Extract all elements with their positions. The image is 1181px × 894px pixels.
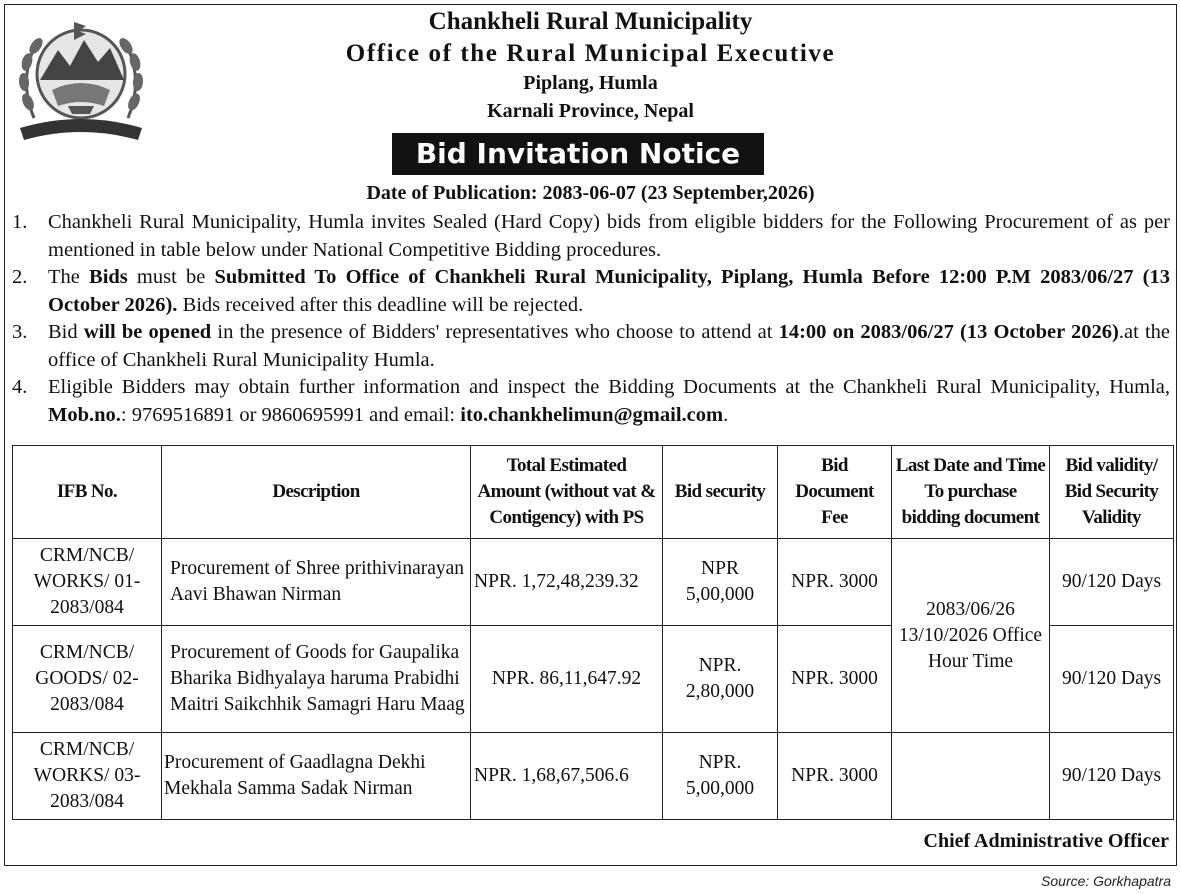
description-cell: Procurement of Goods for Gaupalika Bharika Bidhyalaya haruma Prabidhi Maitri Saikchhik Samagri Haru Maag	[162, 626, 471, 733]
office-name: Office of the Rural Municipal Executive	[345, 40, 836, 67]
column-header: Bid Document Fee	[778, 446, 892, 539]
column-header: IFB No.	[13, 446, 162, 539]
clause-text-part: Bids received after this deadline will be rejected.	[177, 293, 584, 316]
clause-number: 1.	[12, 211, 28, 233]
clause-text	[48, 319, 1170, 374]
clause-text	[48, 264, 1170, 319]
signatory-title: Chief Administrative Officer	[923, 830, 1169, 852]
clause-text-part: .	[723, 403, 729, 426]
table-row	[13, 733, 1174, 820]
clause-text: Chankheli Rural Municipality, Humla invites Sealed (Hard Copy) bids from eligible bidders for the Following Procurement of as per mentioned in table below under National Competitive Bidding procedures.	[48, 211, 1170, 261]
contact-email: ito.chankhelimun@gmail.com	[460, 403, 724, 426]
submission-deadline: Submitted To Office of Chankheli Rural Municipality, Piplang, Humla Before 12:00 P.M 2083/06/27 (13 October 2026).	[48, 266, 1171, 316]
table-row	[13, 539, 1174, 626]
description-cell: Procurement of Shree prithivinarayan Aavi Bhawan Nirman	[162, 539, 471, 626]
clause-text-part: .at the office of Chankheli Rural Municipality Humla.	[48, 321, 1171, 371]
column-header: Description	[162, 446, 471, 539]
bid-validity: 90/120 Days	[1050, 539, 1174, 626]
last-date-empty-cell	[892, 733, 1050, 820]
clause-number: 4.	[12, 376, 28, 398]
document-fee: NPR. 3000	[778, 539, 892, 626]
bid-validity: 90/120 Days	[1050, 733, 1174, 820]
column-header: Last Date and Time To purchase bidding document	[892, 446, 1050, 539]
clause-text-part: : 9769516891 or 9860695991 and email:	[120, 403, 461, 426]
bid-security: NPR 5,00,000	[663, 539, 778, 626]
clause-bold-part: Bids	[89, 266, 128, 288]
publication-date: Date of Publication: 2083-06-07 (23 September,2026)	[366, 182, 815, 204]
notice-title-banner: Bid Invitation Notice	[392, 133, 764, 175]
clause-4	[12, 374, 1170, 429]
notice-clauses	[12, 209, 1170, 429]
table-header-row	[13, 446, 1174, 539]
estimated-amount: NPR. 1,68,67,506.6	[471, 733, 663, 820]
clause-number: 3.	[12, 321, 28, 343]
clause-text	[48, 374, 1170, 429]
source-credit: Source: Gorkhapatra	[1041, 873, 1171, 889]
bid-security: NPR. 2,80,000	[663, 626, 778, 733]
column-header: Bid validity/ Bid Security Validity	[1050, 446, 1174, 539]
clause-text-part: in the presence of Bidders' representatives who choose to attend at	[211, 321, 779, 343]
clause-bold-part: Mob.no.	[48, 403, 121, 426]
ifb-number: CRM/NCB/ WORKS/ 03-2083/084	[13, 733, 162, 820]
clause-text-part: The	[48, 266, 90, 288]
ifb-number: CRM/NCB/ GOODS/ 02-2083/084	[13, 626, 162, 733]
province-country: Karnali Province, Nepal	[487, 100, 694, 122]
clause-2	[12, 264, 1170, 319]
last-date-cell: 2083/06/26 13/10/2026 Office Hour Time	[892, 539, 1050, 733]
clause-text-part: Bid	[48, 321, 84, 343]
document-fee: NPR. 3000	[778, 733, 892, 820]
clause-text-part: Eligible Bidders may obtain further information and inspect the Bidding Documents at the Chankheli Rural Municipality, Humla,	[48, 376, 1170, 398]
column-header: Total Estimated Amount (without vat & Contigency) with PS	[471, 446, 663, 539]
clause-number: 2.	[12, 266, 28, 288]
ifb-number: CRM/NCB/ WORKS/ 01-2083/084	[13, 539, 162, 626]
estimated-amount: NPR. 1,72,48,239.32	[471, 539, 663, 626]
column-header: Bid security	[663, 446, 778, 539]
bid-validity: 90/120 Days	[1050, 626, 1174, 733]
bid-table	[12, 445, 1174, 820]
opening-time: 14:00 on 2083/06/27 (13 October 2026)	[778, 321, 1119, 343]
clause-3	[12, 319, 1170, 374]
municipality-name: Chankheli Rural Municipality	[428, 8, 753, 35]
clause-text-part: must be	[127, 266, 215, 288]
description-cell: Procurement of Gaadlagna Dekhi Mekhala Samma Sadak Nirman	[162, 733, 471, 820]
estimated-amount: NPR. 86,11,647.92	[471, 626, 663, 733]
document-fee: NPR. 3000	[778, 626, 892, 733]
clause-1	[12, 209, 1170, 264]
bid-security: NPR. 5,00,000	[663, 733, 778, 820]
office-address: Piplang, Humla	[523, 72, 658, 94]
clause-bold-part: will be opened	[83, 321, 212, 343]
